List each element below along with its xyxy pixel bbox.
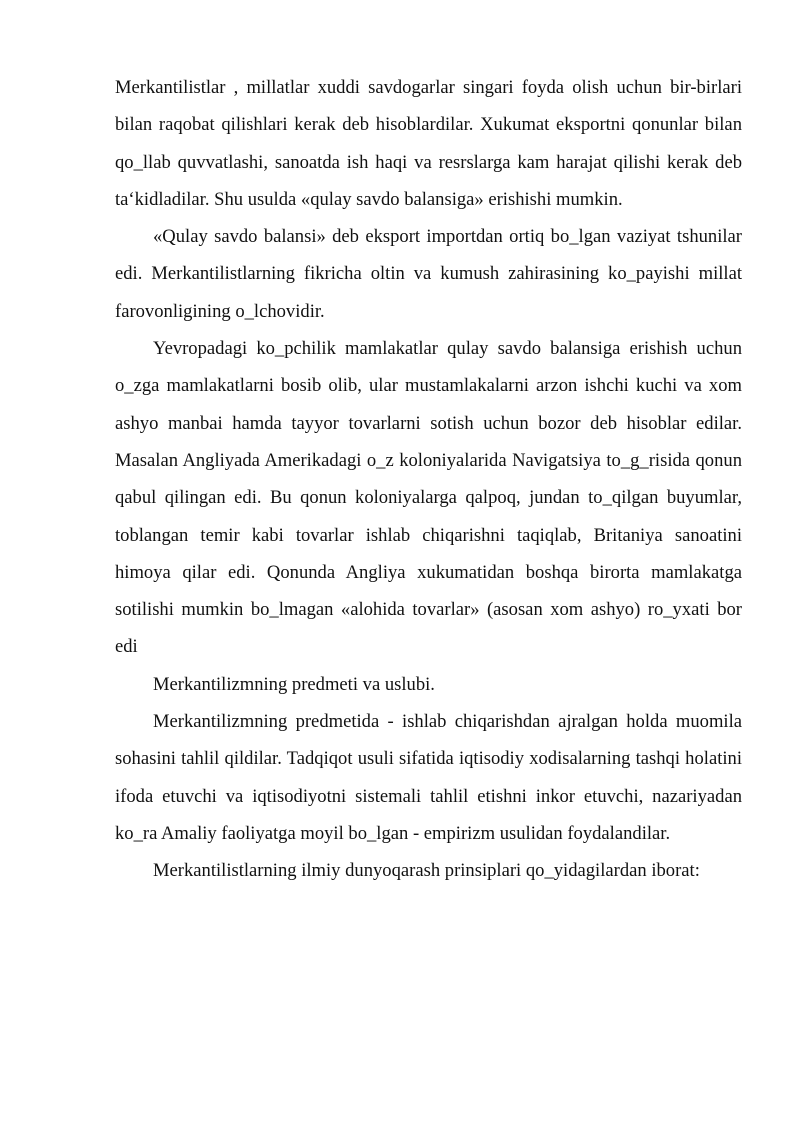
paragraph-colonies: Yevropadagi ko_pchilik mamlakatlar qulay savdo balansiga erishish uchun o_zga mamlakatlarni bosib olib, ular mustamlakalarni arzon ishchi kuchi va xom ashyo manbai hamda tayyor tovarlarni sotish uchun bozor deb hisoblar edilar. Masalan Angliyada Amerikadagi o_z koloniyalarida Navigatsiya to_g_risida qonun qabul qilingan edi. Bu qonun koloniyalarga qalpoq, jundan to_qilgan buyumlar, toblangan temir kabi tovarlar ishlab chiqarishni taqiqlab, Britaniya sanoatini himoya qilar edi. Qonunda Angliya xukumatidan boshqa birorta mamlakatga sotilishi mumkin bo_lmagan «alohida tovarlar» (asosan xom ashyo) ro_yxati bor edi (115, 338, 742, 658)
paragraph-trade-balance: «Qulay savdo balansi» deb eksport importdan ortiq bo_lgan vaziyat tshunilar edi. Merkantilistlarning fikricha oltin va kumush zahirasining ko_payishi millat farovonligining o_lchovidir. (115, 226, 742, 322)
document-body (115, 69, 742, 890)
section-heading-subject-method: Merkantilizmning predmeti va uslubi. (153, 673, 435, 695)
paragraph-intro: Merkantilistlar , millatlar xuddi savdogarlar singari foyda olish uchun bir-birlari bilan raqobat qilishlari kerak deb hisoblardilar. Xukumat eksportni qonunlar bilan qo_llab quvvatlashi, sanoatda ish haqi va resrslarga kam harajat qilishi kerak deb ta‘kidladilar. Shu usulda «qulay savdo balansiga» erishishi mumkin. (115, 77, 742, 210)
paragraph-principles: Merkantilistlarning ilmiy dunyoqarash prinsiplari qo_yidagilardan iborat: (153, 860, 700, 882)
paragraph-subject: Merkantilizmning predmetida - ishlab chiqarishdan ajralgan holda muomila sohasini tahlil qildilar. Tadqiqot usuli sifatida iqtisodiy xodisalarning tashqi holatini ifoda etuvchi va iqtisodiyotni sistemali tahlil etishni inkor etuvchi, nazariyadan ko_ra Amaliy faoliyatga moyil bo_lgan - empirizm usulidan foydalandilar. (115, 711, 742, 844)
